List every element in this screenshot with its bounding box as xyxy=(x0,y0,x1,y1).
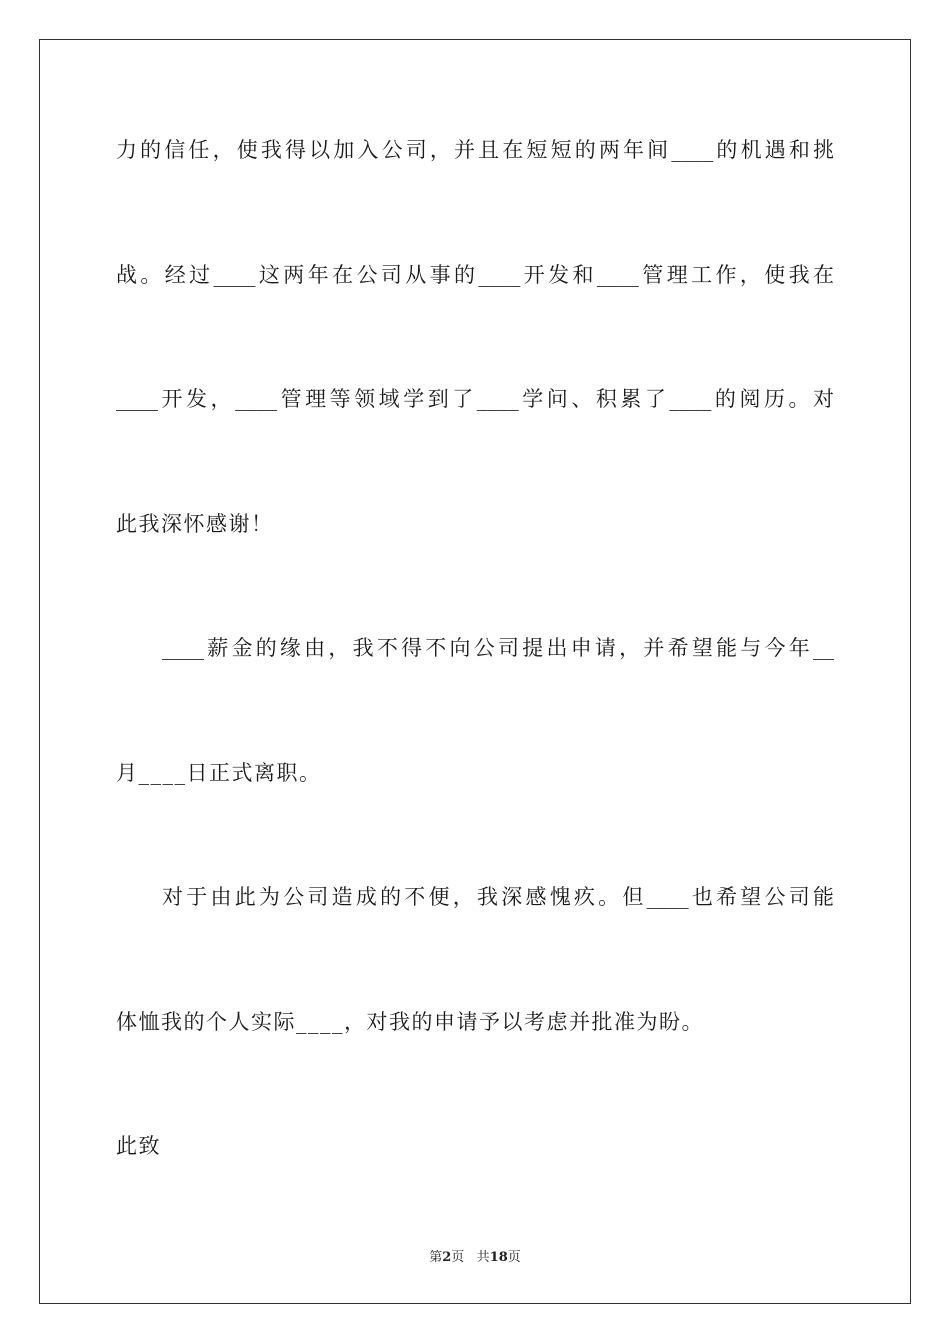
footer-total-pages: 18 xyxy=(489,1250,508,1265)
page-border xyxy=(39,39,911,1304)
page-footer xyxy=(0,1249,950,1267)
paragraph-line-6: 月____日正式离职。 xyxy=(116,761,322,785)
paragraph-line-1: 力的信任，使我得以加入公司，并且在短短的两年间____的机遇和挑 xyxy=(116,138,834,162)
footer-page-prefix: 第 xyxy=(429,1250,443,1265)
footer-total-prefix: 共 xyxy=(476,1250,490,1265)
paragraph-line-4: 此我深怀感谢！ xyxy=(116,512,274,536)
closing-line: 此致 xyxy=(116,1134,161,1158)
paragraph-line-7: 对于由此为公司造成的不便，我深感愧疚。但____也希望公司能 xyxy=(162,885,834,909)
paragraph-line-3: ____开发，____管理等领域学到了____学问、积累了____的阅历。对 xyxy=(116,387,834,411)
footer-total-suffix: 页 xyxy=(507,1250,521,1265)
footer-page-suffix: 页 xyxy=(451,1250,465,1265)
paragraph-line-5: ____薪金的缘由，我不得不向公司提出申请，并希望能与今年__ xyxy=(162,636,834,660)
paragraph-line-2: 战。经过____这两年在公司从事的____开发和____管理工作，使我在 xyxy=(116,263,834,287)
paragraph-line-8: 体恤我的个人实际____，对我的申请予以考虑并批准为盼。 xyxy=(116,1010,704,1034)
footer-page-number: 2 xyxy=(442,1250,452,1265)
